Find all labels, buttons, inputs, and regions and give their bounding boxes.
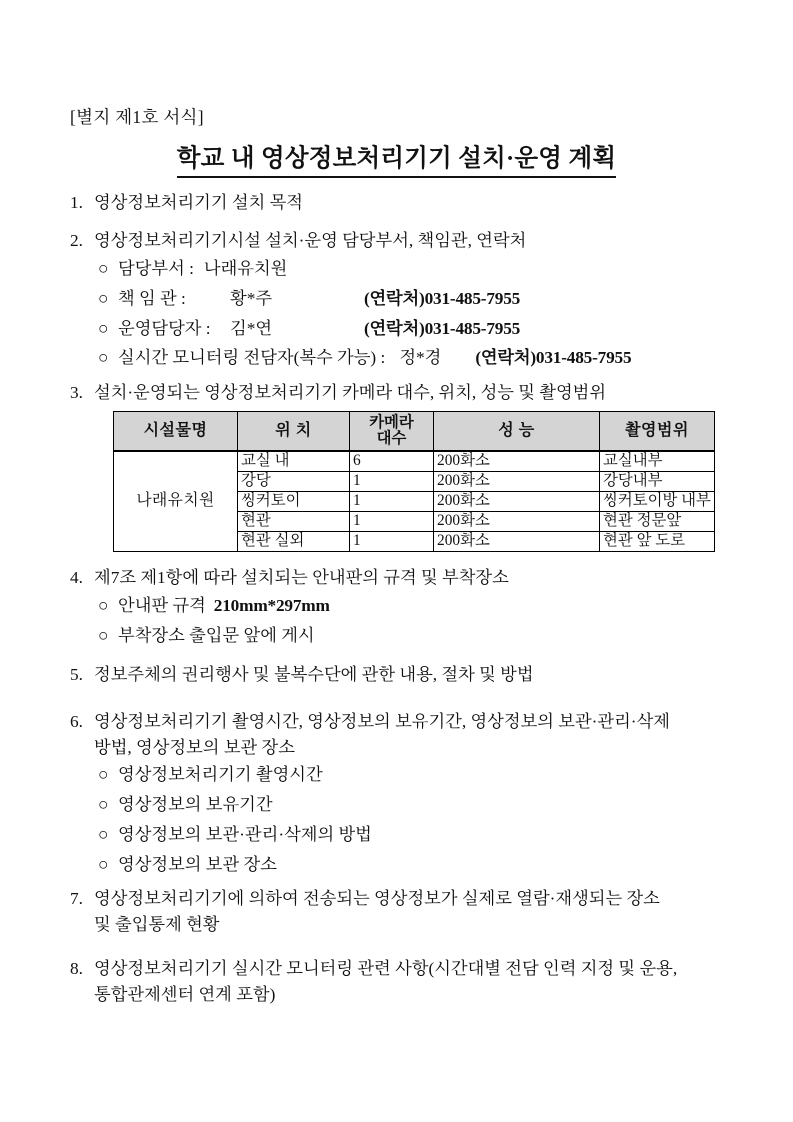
subitem-dept [98,256,287,282]
clause-4-body [94,565,730,591]
circle-bullet-icon: ○ [98,319,109,338]
subitem-operator [98,316,520,342]
circle-bullet-icon: ○ [98,825,109,844]
cell-location: 현관 [238,512,350,532]
cell-range: 강당내부 [600,472,715,492]
cell-performance: 200화소 [434,512,600,532]
cell-range: 현관 앞 도로 [600,532,715,552]
circle-bullet-icon: ○ [98,259,109,278]
clause-6-body [94,709,730,762]
page-title [0,139,793,178]
clause-8-number: 8. [70,959,83,978]
subitem-officer-contact-label: (연락처) [364,289,425,308]
th-range: 촬영범위 [600,412,715,452]
subitem-monitor-contact-label: (연락처) [475,348,536,367]
clause-5-number: 5. [70,665,83,684]
cell-location: 강당 [238,472,350,492]
clause-3-line-1: 설치·운영되는 영상정보처리기기 카메라 대수, 위치, 성능 및 촬영범위 [94,383,607,402]
clause-1-body [94,190,730,216]
clause-6-line-1: 영상정보처리기기 촬영시간, 영상정보의 보유기간, 영상정보의 보관·관리·삭제 [94,712,670,731]
clause-6 [70,709,730,762]
circle-bullet-icon: ○ [98,795,109,814]
camera-table-head [114,412,715,452]
th-location: 위 치 [238,412,350,452]
cell-range: 교실내부 [600,451,715,472]
cell-performance: 200화소 [434,451,600,472]
clause-4-line-1: 제7조 제1항에 따라 설치되는 안내판의 규격 및 부착장소 [94,568,509,587]
camera-table-wrapper [113,411,714,552]
subitem-sign-location [98,623,315,649]
subitem-monitor-contact: 031-485-7955 [535,348,632,367]
cell-count: 1 [350,512,434,532]
cell-location: 현관 실외 [238,532,350,552]
cell-count: 1 [350,532,434,552]
circle-bullet-icon: ○ [98,289,109,308]
subitem-manage-method [98,822,372,848]
table-header-row [114,412,715,452]
th-facility: 시설물명 [114,412,238,452]
subitem-record-time [98,762,323,788]
camera-table-body [114,451,715,552]
subitem-officer-contact: 031-485-7955 [424,289,521,308]
subitem-record-time-label: 영상정보처리기기 촬영시간 [118,765,323,784]
th-performance: 성 능 [434,412,600,452]
clause-1-line-1: 영상정보처리기기 설치 목적 [94,193,303,212]
circle-bullet-icon: ○ [98,348,109,367]
cell-performance: 200화소 [434,472,600,492]
clause-7 [70,886,730,939]
circle-bullet-icon: ○ [98,855,109,874]
cell-count: 6 [350,451,434,472]
subitem-operator-value: 김*연 [230,319,273,338]
clause-6-line-2: 방법, 영상정보의 보관 장소 [94,738,295,758]
clause-6-number: 6. [70,712,83,731]
th-camera-count [350,412,434,452]
clause-8-line-1: 영상정보처리기기 실시간 모니터링 관련 사항(시간대별 전담 인력 지정 및 운용, [94,959,678,978]
subitem-officer-label: 책 임 관 : [118,289,186,308]
clause-8 [70,956,730,1009]
subitem-dept-value: 나래유치원 [203,259,288,278]
cell-range: 씽커토이방 내부 [600,492,715,512]
subitem-monitor-label: 실시간 모니터링 전담자(복수 가능) : [118,348,386,367]
circle-bullet-icon: ○ [98,596,109,615]
clause-7-body [94,886,730,939]
cell-facility-name: 나래유치원 [114,451,238,552]
subitem-retention [98,792,273,818]
subitem-officer-value: 황*주 [230,289,273,308]
cell-location: 교실 내 [238,451,350,472]
th-camera-count-line2: 대수 [376,430,407,447]
circle-bullet-icon: ○ [98,765,109,784]
clause-7-number: 7. [70,889,83,908]
clause-3-number: 3. [70,383,83,402]
clause-4-number: 4. [70,568,83,587]
clause-5-line-1: 정보주체의 권리행사 및 불복수단에 관한 내용, 절차 및 방법 [94,665,534,684]
clause-8-line-2: 통합관제센터 연계 포함) [94,985,276,1005]
subitem-sign-size [98,593,330,619]
clause-2-number: 2. [70,231,83,250]
subitem-operator-contact: 031-485-7955 [424,319,521,338]
cell-performance: 200화소 [434,492,600,512]
clause-2-body [94,228,730,254]
subitem-monitor-value: 정*경 [399,348,442,367]
clause-2 [70,228,730,254]
subitem-operator-label: 운영담당자 : [118,319,211,338]
subitem-operator-contact-label: (연락처) [364,319,425,338]
camera-table [113,411,715,552]
clause-2-line-1: 영상정보처리기기시설 설치·운영 담당부서, 책임관, 연락처 [94,231,527,250]
cell-location: 씽커토이 [238,492,350,512]
cell-performance: 200화소 [434,532,600,552]
subitem-sign-location-label: 부착장소 출입문 앞에 게시 [118,626,315,645]
cell-range: 현관 정문앞 [600,512,715,532]
subitem-sign-size-label: 안내판 규격 [118,596,206,615]
subitem-storage-place [98,852,277,878]
clause-1-number: 1. [70,193,83,212]
subitem-storage-place-label: 영상정보의 보관 장소 [118,855,277,874]
clause-7-line-2: 및 출입통제 현황 [94,915,220,935]
clause-5 [70,662,730,688]
clause-3 [70,380,730,406]
th-camera-count-line1: 카메라 [369,413,414,431]
clause-8-body [94,956,730,1009]
page-title-text: 학교 내 영상정보처리기기 설치·운영 계획 [177,139,616,178]
subitem-manage-method-label: 영상정보의 보관·관리·삭제의 방법 [118,825,372,844]
subitem-monitor [98,345,631,371]
subitem-officer [98,286,520,312]
clause-5-body [94,662,730,688]
form-tag: [별지 제1호 서식] [70,107,204,127]
clause-1 [70,190,730,216]
table-row [114,451,715,472]
cell-count: 1 [350,472,434,492]
cell-count: 1 [350,492,434,512]
circle-bullet-icon: ○ [98,626,109,645]
subitem-dept-label: 담당부서 : [118,259,194,278]
subitem-sign-size-value: 210mm*297mm [213,596,330,615]
clause-3-body [94,380,730,406]
clause-4 [70,565,730,591]
clause-7-line-1: 영상정보처리기기에 의하여 전송되는 영상정보가 실제로 열람·재생되는 장소 [94,889,660,908]
subitem-retention-label: 영상정보의 보유기간 [118,795,273,814]
